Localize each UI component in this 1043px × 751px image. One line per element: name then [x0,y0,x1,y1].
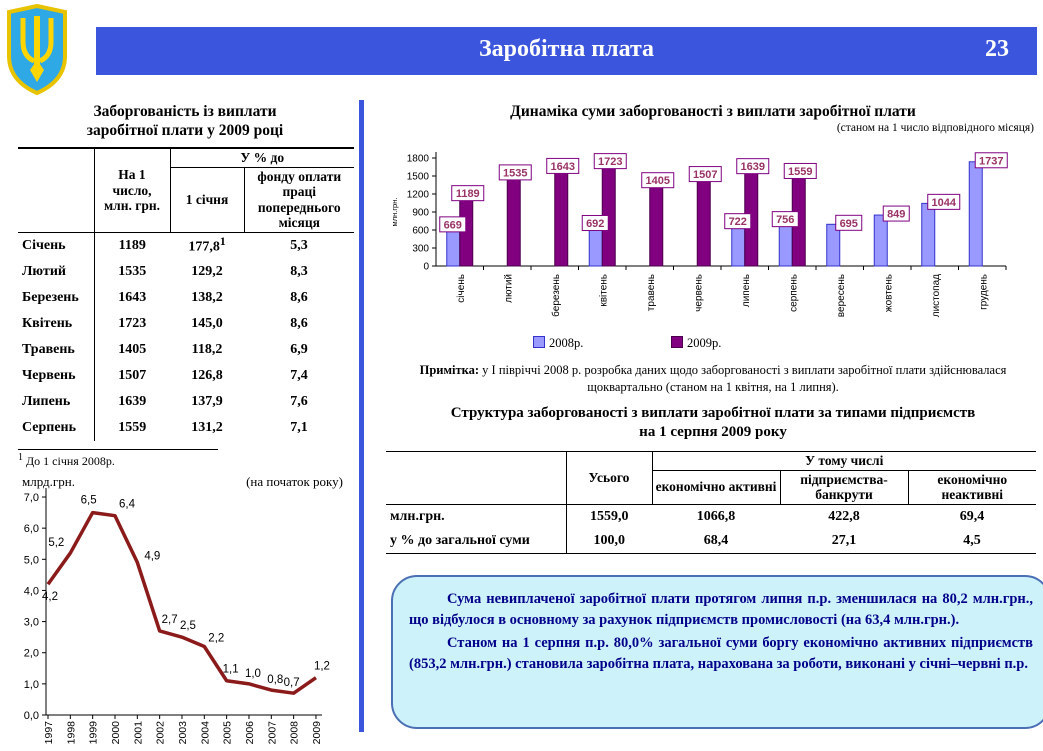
x-category-label: грудень [978,274,990,310]
percent-group-header: У % до [170,148,354,167]
month-cell: Липень [18,389,94,415]
point-value-label: 0,8 [267,674,284,687]
pct-jan-cell: 126,8 [191,367,223,383]
pct-fund-header: фонду оплати праці попереднього місяця [257,168,342,231]
inactive-header: економічно неактивні [908,470,1036,504]
bar-chart [385,140,1038,332]
x-year-label: 1999 [87,721,100,745]
value-cell: 1507 [118,367,147,383]
pct-jan-cell: 138,2 [191,289,223,305]
value-cell: 100,0 [593,532,625,548]
bar-chart-subtitle: (станом на 1 число відповідного місяця) [836,122,1034,134]
y-tick-label: 0 [423,261,429,273]
y-tick-label: 6,0 [23,523,39,536]
legend-item-2008 [533,336,583,350]
value-cell: 1643 [118,289,147,305]
x-category-label: березень [550,274,562,317]
bar-value-label: 1535 [503,167,528,180]
y-tick-label: 900 [412,207,429,219]
y-tick-label: 1200 [406,189,429,201]
bar-2009 [507,174,520,266]
bar-value-label: 1044 [931,196,956,209]
value-cell: 1559 [118,419,147,435]
bar-value-label: 756 [776,214,795,227]
structure-table-container [386,451,1036,554]
x-year-label: 2000 [109,721,122,745]
value-column-header: На 1 число, млн. грн. [94,148,170,232]
point-value-label: 0,7 [283,677,300,690]
bar-2009 [697,176,710,266]
x-category-label: жовтень [883,274,895,313]
bar-value-label: 849 [887,208,906,221]
x-year-label: 2009 [310,721,323,745]
bar-2008 [874,215,887,266]
x-year-label: 1997 [43,721,55,745]
row-label-cell: млн.грн. [386,504,566,529]
y-tick-label: 3,0 [23,616,39,629]
line-chart-y-unit-label: млрд.грн. [22,474,75,489]
point-value-label: 2,7 [161,613,178,626]
x-category-label: липень [740,274,752,308]
header-banner [96,27,1037,75]
y-tick-label: 1,0 [23,678,39,691]
summary-text-box [391,575,1043,729]
pct-jan-cell: 137,9 [191,393,223,409]
table-footnote [18,449,218,469]
bankrupt-header: підприємства-банкрути [780,470,908,504]
x-category-label: травень [645,274,657,312]
x-year-label: 2001 [132,721,145,745]
x-category-label: листопад [930,274,942,318]
point-value-label: 2,2 [208,632,225,645]
point-value-label: 4,2 [42,591,58,604]
bar-value-label: 1643 [550,160,575,173]
bar-value-label: 692 [586,217,605,230]
value-cell: 1723 [118,315,147,331]
value-cell: 69,4 [959,508,985,524]
x-category-label: червень [693,274,705,312]
footnote-text: До 1 січня 2008р. [23,454,115,468]
ukraine-coat-of-arms [5,4,69,96]
bar-value-label: 1405 [645,175,670,188]
bar-2008 [922,203,935,266]
y-tick-label: 5,0 [23,554,39,567]
y-tick-label: 7,0 [23,492,39,505]
active-header: економічно активні [655,479,777,495]
value-cell: 422,8 [828,508,860,524]
point-value-label: 1,0 [244,667,261,680]
table-row [18,337,354,363]
value-cell: 1066,8 [696,508,736,524]
y-tick-label: 2,0 [23,647,39,660]
table-row [386,504,1036,529]
page-title: Заробітна плата [478,36,655,62]
x-year-label: 1998 [65,721,78,745]
debt-line-series [48,513,316,694]
bar-value-label: 669 [443,219,462,232]
table-row [18,363,354,389]
arrears-table-container [18,147,354,441]
bar-value-label: 1507 [693,169,718,182]
x-category-label: вересень [835,274,847,318]
value-cell: 4,5 [963,532,981,548]
value-cell: 1559,0 [590,508,629,524]
pct-fund-cell: 5,3 [290,237,308,253]
bar-value-label: 1639 [740,161,765,174]
bar-chart-title: Динаміка суми заборгованості з виплати заробітної плати [510,103,916,120]
value-cell: 1405 [118,341,147,357]
footnote-ref: 1 [219,235,226,249]
value-cell: 1189 [118,237,146,253]
point-value-label: 4,9 [144,550,161,563]
legend-label-2009: 2009р. [687,336,722,350]
bar-value-label: 1737 [979,155,1004,168]
value-cell: 1535 [118,263,147,279]
line-chart-caption: (на початок року) [246,474,343,489]
month-cell: Березень [18,285,94,311]
month-cell: Квітень [18,311,94,337]
legend-swatch-2009 [671,336,683,348]
table-row [18,232,354,259]
point-value-label: 6,5 [80,494,97,507]
y-tick-label: 4,0 [23,585,39,598]
structure-table-title: Структура заборгованості з виплати заробітної плати за типами підприємств на 1 серпня 2009 року [450,405,976,440]
point-value-label: 5,2 [48,537,65,550]
y-tick-label: 300 [412,243,429,255]
month-cell: Січень [18,232,94,259]
empty-header-cell [18,148,94,232]
value-cell: 27,1 [831,532,857,548]
x-year-label: 2006 [243,721,256,745]
x-category-label: січень [455,274,467,303]
pct-fund-cell: 7,1 [290,419,308,435]
legend-swatch-2008 [533,336,545,348]
bar-2009 [650,182,663,266]
arrears-table-body [18,232,354,441]
structure-table [386,451,1036,554]
table-row [386,529,1036,554]
table-row [18,311,354,337]
bar-2008 [969,162,982,266]
pct-fund-cell: 8,6 [290,315,308,331]
legend-label-2008: 2008р. [549,336,584,350]
x-category-label: квітень [598,274,610,307]
y-tick-label: 600 [412,225,429,237]
month-cell: Травень [18,337,94,363]
x-year-label: 2005 [221,721,234,745]
value-cell: 68,4 [703,532,729,548]
legend-item-2009 [671,336,721,350]
pct-jan-cell: 129,2 [191,263,223,279]
bar-2009 [602,163,615,266]
bar-y-axis-title: млн.грн. [390,197,399,227]
footnote-mark: 1 [18,452,23,463]
summary-paragraph-1: Сума невиплаченої заробітної плати протягом липня п.р. зменшилася на 80,2 млн.грн., що відбулося в основному за рахунок підприємств промисловості (на 63,4 млн.грн.). [409,591,1033,629]
summary-paragraph-2: Станом на 1 серпня п.р. 80,0% загальної суми боргу економічно активних підприємств (853,2 млн.грн.) становила заробітна плата, нарахована за роботи, виконані у січні–червні п.р. [409,635,1033,673]
pct-jan-cell: 145,0 [191,315,223,331]
chart-note [398,362,1028,396]
table-row [18,285,354,311]
arrears-table-title: Заборгованість із виплати заробітної плати у 2009 році [86,103,284,140]
arrears-table [18,147,354,441]
y-tick-label: 1500 [406,171,429,183]
table-row [18,389,354,415]
x-year-label: 2003 [176,721,189,745]
bar-value-label: 695 [839,217,858,230]
month-cell: Лютий [18,259,94,285]
page-number: 23 [985,36,1009,62]
bar-2008 [779,221,792,266]
point-value-label: 6,4 [118,498,135,511]
value-cell: 1639 [118,393,147,409]
x-category-label: серпень [788,274,800,312]
line-chart [10,472,360,751]
pct-fund-cell: 6,9 [290,341,308,357]
note-label: Примітка: [419,363,480,377]
bar-value-label: 1723 [598,156,623,169]
bar-chart-legend [385,336,1038,352]
total-header: Усього [566,452,652,505]
point-value-label: 1,1 [222,663,239,676]
x-year-label: 2007 [266,721,279,745]
x-year-label: 2004 [199,721,212,745]
bar-value-label: 1559 [788,165,813,178]
x-category-label: лютий [503,274,515,303]
pct-jan-cell: 177,8$^1$ [188,235,226,255]
structure-table-body [386,504,1036,553]
y-tick-label: 1800 [406,153,429,165]
x-year-label: 2008 [288,721,301,745]
note-text: у І півріччі 2008 р. розробка даних щодо заборгованості з виплати заробітної плати здійснювалася щоквартально (станом на 1 квітня, на 1 липня). [479,363,1007,394]
table-row [18,415,354,441]
bar-value-label: 722 [728,216,747,229]
pct-fund-cell: 7,4 [290,367,308,383]
bar-value-label: 1189 [455,188,480,201]
point-value-label: 2,5 [179,620,196,633]
y-tick-label: 0,0 [23,710,39,722]
row-label-cell: у % до загальної суми [386,529,566,554]
bar-2009 [555,167,568,266]
pct-fund-cell: 7,6 [290,393,308,409]
x-year-label: 2002 [154,721,167,745]
pct-jan-cell: 118,2 [191,341,223,357]
pct-fund-cell: 8,3 [290,263,308,279]
table-row [18,259,354,285]
pct-jan-cell: 131,2 [191,419,223,435]
month-cell: Серпень [18,415,94,441]
month-cell: Червень [18,363,94,389]
pct-jan-header: 1 січня [170,167,244,232]
point-value-label: 1,2 [313,660,330,673]
including-group-header: У тому числі [652,452,1036,471]
pct-fund-cell: 8,6 [290,289,308,305]
empty-header-cell [386,452,566,505]
